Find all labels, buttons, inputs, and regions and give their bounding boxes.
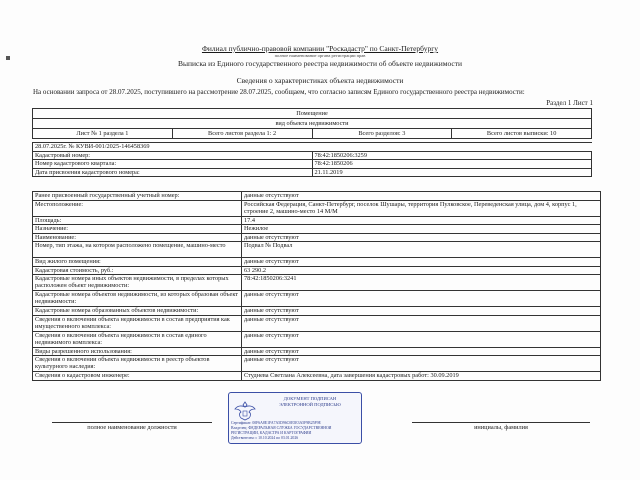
table-row — [33, 331, 601, 347]
row-value: Нежилое — [242, 225, 601, 234]
row-value: данные отсутствуют — [242, 307, 601, 316]
table-row — [33, 242, 601, 258]
row-label: Сведения о кадастровом инженере: — [33, 372, 242, 381]
sheet-number: Лист № 1 раздела 1 — [33, 129, 173, 139]
row-label: Виды разрешенного использования: — [33, 347, 242, 356]
row-label: Назначение: — [33, 225, 242, 234]
eagle-emblem-icon — [233, 399, 257, 423]
intro-text: На основании запроса от 28.07.2025, поступившего на рассмотрение 28.07.2025, сообщаем, что согласно записям Единого государственного реестра недвижимости: — [33, 88, 525, 96]
row-value: данные отсутствуют — [242, 192, 601, 201]
position-caption: полное наименование должности — [87, 424, 177, 431]
org-name: Филиал публично-правовой компании "Роскадастр" по Санкт-Петербургу — [201, 44, 439, 53]
extract-sheets-total: Всего листов выписки: 10 — [452, 129, 592, 139]
doc-number: 28.07.2025г. № КУВИ-001/2025-146458369 — [33, 143, 592, 152]
table-row — [33, 266, 601, 275]
row-value: данные отсутствуют — [242, 347, 601, 356]
electronic-signature-stamp — [228, 392, 362, 444]
row-value: данные отсутствуют — [242, 331, 601, 347]
name-line — [412, 422, 590, 423]
stamp-subtitle: ЭЛЕКТРОННОЙ ПОДПИСЬЮ — [279, 402, 341, 407]
row-label: Кадастровые номера образованных объектов недвижимости: — [33, 307, 242, 316]
table-row — [33, 233, 601, 242]
row-label: Наименование: — [33, 233, 242, 242]
row-value: Подвал № Подвал — [242, 242, 601, 258]
characteristics-table — [32, 191, 601, 381]
table-row — [33, 192, 601, 201]
row-label: Вид жилого помещения: — [33, 258, 242, 267]
section-sheet-label: Раздел 1 Лист 1 — [546, 99, 593, 107]
table-row — [33, 307, 601, 316]
object-type-table — [32, 108, 592, 139]
row-value: данные отсутствуют — [242, 291, 601, 307]
info-label: Дата присвоения кадастрового номера: — [33, 168, 313, 177]
document-subtitle: Сведения о характеристиках объекта недвижимости — [236, 76, 404, 85]
table-row — [33, 258, 601, 267]
row-label: Кадастровые номера иных объектов недвижимости, в пределах которых расположен объект недвижимости: — [33, 275, 242, 291]
org-caption: полное наименование органа регистрации прав — [274, 53, 366, 58]
info-value: 21.11.2019 — [312, 168, 592, 177]
document-title: Выписка из Единого государственного реестра недвижимости об объекте недвижимости — [177, 59, 463, 68]
row-label: Местоположение: — [33, 200, 242, 216]
stamp-title: ДОКУМЕНТ ПОДПИСАН — [283, 396, 337, 401]
stamp-owner: Владелец: ФЕДЕРАЛЬНАЯ СЛУЖБА ГОСУДАРСТВЕННОЙ — [231, 426, 332, 430]
table-row — [33, 216, 601, 225]
row-label: Сведения о включении объекта недвижимости в состав предприятия как имущественного комплекса: — [33, 315, 242, 331]
row-value: 17.4 — [242, 216, 601, 225]
row-value: 63 290.2 — [242, 266, 601, 275]
row-value: данные отсутствуют — [242, 315, 601, 331]
row-value: данные отсутствуют — [242, 356, 601, 372]
object-type-caption: вид объекта недвижимости — [33, 119, 592, 129]
row-label: Площадь: — [33, 216, 242, 225]
table-row — [33, 356, 601, 372]
table-row — [33, 225, 601, 234]
table-row — [33, 315, 601, 331]
info-label: Номер кадастрового квартала: — [33, 160, 313, 169]
row-label: Сведения о включении объекта недвижимости в реестр объектов культурного наследия: — [33, 356, 242, 372]
row-value: данные отсутствуют — [242, 258, 601, 267]
table-row — [33, 200, 601, 216]
row-label: Ранее присвоенный государственный учетный номер: — [33, 192, 242, 201]
row-value: данные отсутствуют — [242, 233, 601, 242]
row-value: Студнева Светлана Алексеевна, дата завершения кадастровых работ: 30.09.2019 — [242, 372, 601, 381]
info-value: 78:42:1850206 — [312, 160, 592, 169]
row-value: Российская Федерация, Санкт-Петербург, поселок Шушары, территория Пулковское, Переведенская улица, дом 4, корпус 1, строение 2, машино-место 14 М/М — [242, 200, 601, 216]
stamp-certificate: Сертификат: 00F6A8E1FA7A5D96C0E5E3A5F9B25F9E — [231, 421, 321, 425]
table-row — [33, 275, 601, 291]
info-value: 78:42:1850206:3259 — [312, 151, 592, 160]
row-label: Номер, тип этажа, на котором расположено помещение, машино-место — [33, 242, 242, 258]
stamp-validity: Действителен: с 10.10.2024 по 03.01.2026 — [231, 436, 299, 440]
name-caption: инициалы, фамилия — [474, 424, 528, 431]
sections-total: Всего разделов: 3 — [312, 129, 452, 139]
section-sheets-total: Всего листов раздела 1: 2 — [172, 129, 312, 139]
position-line — [52, 422, 212, 423]
row-label: Сведения о включении объекта недвижимости в состав единого недвижимого комплекса: — [33, 331, 242, 347]
table-row — [33, 372, 601, 381]
cadastral-info-table — [32, 142, 592, 177]
table-row — [33, 291, 601, 307]
object-type: Помещение — [33, 109, 592, 119]
row-label: Кадастровая стоимость, руб.: — [33, 266, 242, 275]
info-label: Кадастровый номер: — [33, 151, 313, 160]
stamp-owner-cont: РЕГИСТРАЦИИ, КАДАСТРА И КАРТОГРАФИИ — [231, 431, 312, 435]
row-value: 78:42:1850206:3241 — [242, 275, 601, 291]
table-row — [33, 347, 601, 356]
row-label: Кадастровые номера объектов недвижимости, из которых образован объект недвижимости: — [33, 291, 242, 307]
